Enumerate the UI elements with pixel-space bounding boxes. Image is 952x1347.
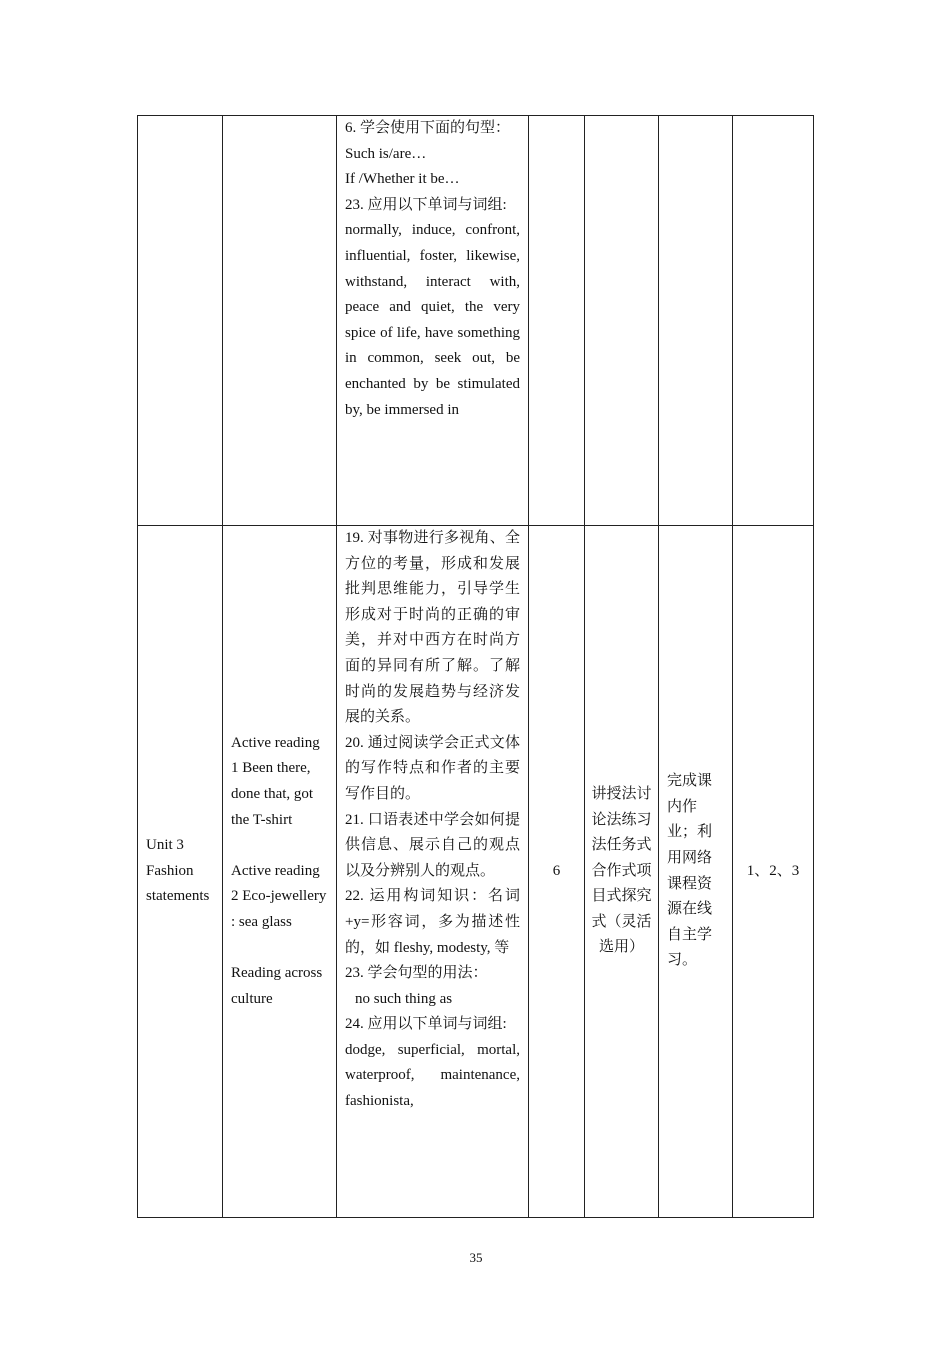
hours-cell: [529, 526, 585, 1218]
page-number: 35: [469, 1250, 483, 1265]
methods-cell: [585, 116, 659, 526]
objective-item: 20. 通过阅读学会正式文体的写作特点和作者的主要写作目的。: [345, 734, 520, 802]
homework-text: 完成课内作业；利用网络课程资源在线自主学习。: [667, 773, 713, 969]
vocabulary-list: dodge, superficial, mortal, waterproof, maintenance, fashionista,: [345, 1041, 520, 1110]
lessons-cell: [223, 116, 337, 526]
hours-value: 6: [552, 862, 561, 879]
unit-title: Unit 3 Fashion statements: [146, 837, 210, 905]
hours-cell: [529, 116, 585, 526]
table-row: [138, 116, 814, 526]
methods-cell: [585, 526, 659, 1218]
unit-cell: [138, 116, 223, 526]
objective-item: 19. 对事物进行多视角、全方位的考量，形成和发展批判思维能力，引导学生形成对于时尚的正确的审美，并对中西方在时尚方面的异同有所了解。了解时尚的发展趋势与经济发展的关系。: [345, 530, 520, 726]
vocabulary-list: normally, induce, confront, influential, foster, likewise, withstand, interact with, peace and quiet, the very spice of life, have something in common, seek out, be enchanted by be stimulated by, be immersed in: [345, 222, 520, 418]
lesson-title: Active reading 2 Eco-jewellery : sea glass: [231, 862, 327, 930]
table-row: [138, 526, 814, 1218]
sentence-pattern: If /Whether it be…: [345, 171, 460, 188]
course-plan-table: [137, 115, 814, 1218]
objectives-cell: [337, 116, 529, 526]
unit-cell: [138, 526, 223, 1218]
objective-item: 6. 学会使用下面的句型：: [345, 120, 511, 136]
objectives-cell: [337, 526, 529, 1218]
chapters-cell: [733, 526, 814, 1218]
chapters-cell: [733, 116, 814, 526]
homework-cell: [659, 526, 733, 1218]
lesson-title: Reading across culture: [231, 965, 323, 1007]
sentence-pattern: Such is/are…: [345, 145, 427, 162]
teaching-methods: 讲授法讨论法练习法任务式合作式项目式探究式（灵活选用）: [591, 785, 652, 956]
lesson-title: Active reading 1 Been there, done that, got the T-shirt: [231, 734, 320, 828]
objective-item: 23. 学会句型的用法：: [345, 965, 488, 982]
objective-item: 22. 运用构词知识：名词+y=形容词，多为描述性的，如 fleshy, modesty, 等: [345, 888, 520, 956]
homework-cell: [659, 116, 733, 526]
chapters-value: 1、2、3: [746, 862, 800, 879]
objective-item: 24. 应用以下单词与词组:: [345, 1016, 507, 1033]
lessons-cell: [223, 526, 337, 1218]
objective-item: 23. 应用以下单词与词组:: [345, 196, 507, 213]
objective-item: 21. 口语表述中学会如何提供信息、展示自己的观点以及分辨别人的观点。: [345, 811, 520, 879]
sentence-pattern: no such thing as: [355, 990, 453, 1007]
